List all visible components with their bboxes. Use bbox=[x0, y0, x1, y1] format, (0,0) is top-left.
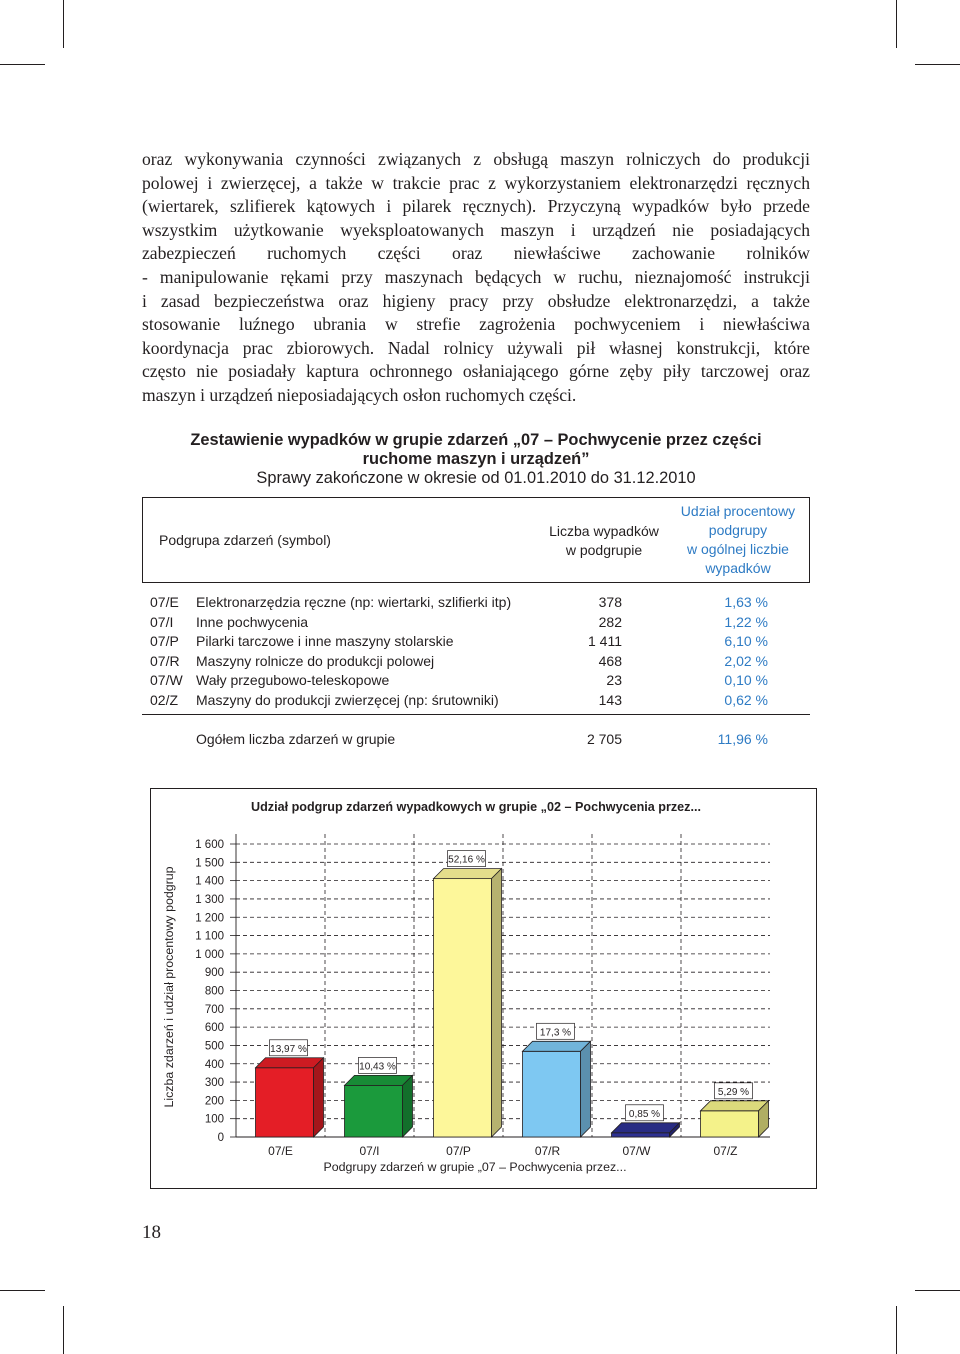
y-tick-label: 1 200 bbox=[195, 912, 224, 925]
row-desc: Elektronarzędzia ręczne (np: wiertarki, szlifierki itp) bbox=[196, 594, 512, 610]
paragraph-line: i zasad bezpieczeństwa oraz higieny pracy przy obsłudze elektronarzędzi, a także bbox=[142, 290, 810, 311]
row-code: 07/P bbox=[150, 633, 179, 649]
bar-group bbox=[523, 1023, 591, 1137]
row-code: 07/R bbox=[150, 652, 180, 669]
paragraph-line: polowej i zwierzęcej, a także w trakcie prac z wykorzystaniem elektronarzędzi ręcznych bbox=[142, 172, 810, 193]
header-pct-line1: Udział procentowy bbox=[680, 503, 796, 519]
bar bbox=[701, 1111, 759, 1137]
row-count: 282 bbox=[598, 613, 622, 630]
row-pct: 0,62 % bbox=[724, 691, 768, 708]
data-label: 17,3 % bbox=[539, 1027, 572, 1039]
row-pct: 1,22 % bbox=[724, 613, 768, 630]
row-desc: Wały przegubowo-teleskopowe bbox=[196, 672, 390, 688]
row-desc: Maszyny do produkcji zwierzęcej (np: śrutowniki) bbox=[196, 691, 499, 708]
y-tick-label: 1 300 bbox=[195, 893, 224, 906]
x-tick-label: 07/Z bbox=[713, 1144, 738, 1158]
total-label: Ogółem liczba zdarzeń w grupie bbox=[196, 731, 396, 747]
bar-top bbox=[345, 1075, 413, 1085]
data-label: 10,43 % bbox=[359, 1061, 396, 1073]
y-tick-label: 100 bbox=[204, 1113, 224, 1126]
bar-side bbox=[492, 869, 502, 1137]
paragraph-line: zabezpieczeń ruchomych części oraz niewłaściwe zachowanie rolników bbox=[142, 243, 810, 264]
paragraph-line: - manipulowanie rękami przy maszynach będących w ruchu, nieznajomość instrukcji bbox=[142, 266, 810, 287]
row-count: 143 bbox=[598, 691, 622, 708]
x-tick-label: 07/I bbox=[359, 1144, 380, 1158]
page-number: 18 bbox=[142, 1222, 161, 1243]
y-tick-label: 300 bbox=[204, 1077, 224, 1090]
data-label: 13,97 % bbox=[270, 1043, 307, 1055]
x-tick-label: 07/E bbox=[268, 1144, 293, 1158]
y-tick-label: 800 bbox=[204, 985, 224, 998]
data-label: 52,16 % bbox=[448, 854, 485, 866]
row-code: 02/Z bbox=[150, 691, 179, 708]
bar-top bbox=[256, 1058, 324, 1068]
chart-xlabel: Podgrupy zdarzeń w grupie „07 – Pochwycenia przez... bbox=[323, 1160, 627, 1174]
bar-top bbox=[612, 1123, 680, 1133]
data-label: 0,85 % bbox=[628, 1108, 661, 1120]
row-pct: 1,63 % bbox=[724, 594, 768, 610]
y-tick-label: 900 bbox=[204, 967, 224, 980]
row-count: 1 411 bbox=[588, 633, 622, 649]
header-count-line2: w podgrupie bbox=[565, 542, 643, 558]
row-code: 07/I bbox=[150, 613, 174, 630]
header-pct-line3: w ogólnej liczbie bbox=[687, 541, 789, 557]
bar-group bbox=[345, 1057, 413, 1137]
header-pct-line4: wypadków bbox=[705, 560, 771, 576]
row-count: 378 bbox=[598, 594, 622, 610]
row-code: 07/W bbox=[150, 672, 183, 688]
row-pct: 0,10 % bbox=[724, 672, 768, 688]
bar-group bbox=[256, 1040, 324, 1137]
paragraph-line: koordynacja prac zbiorowych. Nadal rolnicy używali pił własnej konstrukcji, które bbox=[142, 337, 810, 358]
bar bbox=[612, 1133, 670, 1137]
bar bbox=[256, 1068, 314, 1137]
paragraph-line: maszyn i urządzeń nieposiadających osłon ruchomych części. bbox=[142, 384, 577, 405]
row-pct: 2,02 % bbox=[724, 652, 768, 669]
paragraph-line: oraz wykonywania czynności związanych z obsługą maszyn rolniczych do produkcji bbox=[142, 149, 810, 169]
row-code: 07/E bbox=[150, 594, 179, 610]
x-tick-label: 07/W bbox=[622, 1144, 651, 1158]
data-label: 5,29 % bbox=[717, 1086, 750, 1098]
y-tick-label: 400 bbox=[204, 1058, 224, 1071]
y-tick-label: 500 bbox=[204, 1040, 224, 1053]
bar-group bbox=[612, 1105, 680, 1137]
bar-side bbox=[581, 1041, 591, 1137]
y-tick-label: 0 bbox=[217, 1132, 224, 1144]
table-heading-period: Sprawy zakończone w okresie od 01.01.2010 do 31.12.2010 bbox=[256, 469, 696, 487]
row-pct: 6,10 % bbox=[724, 633, 768, 649]
header-subgroup: Podgrupa zdarzeń (symbol) bbox=[159, 532, 331, 548]
row-desc: Maszyny rolnicze do produkcji polowej bbox=[196, 652, 435, 669]
y-tick-label: 1 000 bbox=[195, 948, 224, 961]
paragraph-line: wszystkim użytkowanie wyeksploatowanych maszyn i urządzeń nie posiadających bbox=[142, 219, 810, 240]
y-tick-label: 200 bbox=[204, 1095, 224, 1108]
table-heading-line1: Zestawienie wypadków w grupie zdarzeń „07 – Pochwycenie przez części bbox=[190, 431, 762, 449]
bar-top bbox=[701, 1101, 769, 1111]
y-tick-label: 1 400 bbox=[195, 875, 224, 888]
bar-side bbox=[314, 1058, 324, 1137]
bar bbox=[523, 1051, 581, 1137]
chart-title: Udział podgrup zdarzeń wypadkowych w grupie „02 – Pochwycenia przez... bbox=[251, 800, 701, 814]
y-tick-label: 600 bbox=[204, 1022, 224, 1035]
header-pct-line2: podgrupy bbox=[708, 522, 768, 538]
total-pct: 11,96 % bbox=[717, 731, 768, 747]
bar-group bbox=[701, 1083, 769, 1137]
row-desc: Inne pochwycenia bbox=[196, 613, 309, 630]
y-tick-label: 700 bbox=[204, 1003, 224, 1016]
row-count: 23 bbox=[606, 672, 622, 688]
total-count: 2 705 bbox=[586, 731, 622, 747]
bar-side bbox=[403, 1075, 413, 1137]
paragraph-line: (wiertarek, szlifierek kątowych i pilarek ręcznych). Przyczyną wypadków było przede bbox=[142, 196, 810, 217]
y-tick-label: 1 500 bbox=[195, 857, 224, 870]
bar-group bbox=[434, 851, 502, 1137]
chart-ylabel: Liczba zdarzeń i udział procentowy podgrup bbox=[162, 866, 176, 1108]
row-count: 468 bbox=[598, 652, 622, 669]
row-desc: Pilarki tarczowe i inne maszyny stolarskie bbox=[196, 633, 454, 649]
header-count-line1: Liczba wypadków bbox=[549, 523, 659, 539]
paragraph-line: stosowanie luźnego ubrania w strefie zagrożenia pochwyceniem i niewłaściwa bbox=[142, 314, 810, 335]
bar bbox=[434, 879, 492, 1137]
x-tick-label: 07/P bbox=[446, 1144, 471, 1158]
y-tick-label: 1 600 bbox=[195, 839, 224, 851]
y-tick-label: 1 100 bbox=[195, 930, 224, 943]
paragraph-line: często nie posiadały kaptura ochronnego osłaniającego górne zęby piły tarczowej oraz bbox=[142, 361, 810, 382]
table-heading-line2: ruchome maszyn i urządzeń” bbox=[362, 450, 590, 468]
x-tick-label: 07/R bbox=[534, 1144, 561, 1158]
bar-top bbox=[434, 869, 502, 879]
bar-top bbox=[523, 1041, 591, 1051]
bar bbox=[345, 1085, 403, 1137]
